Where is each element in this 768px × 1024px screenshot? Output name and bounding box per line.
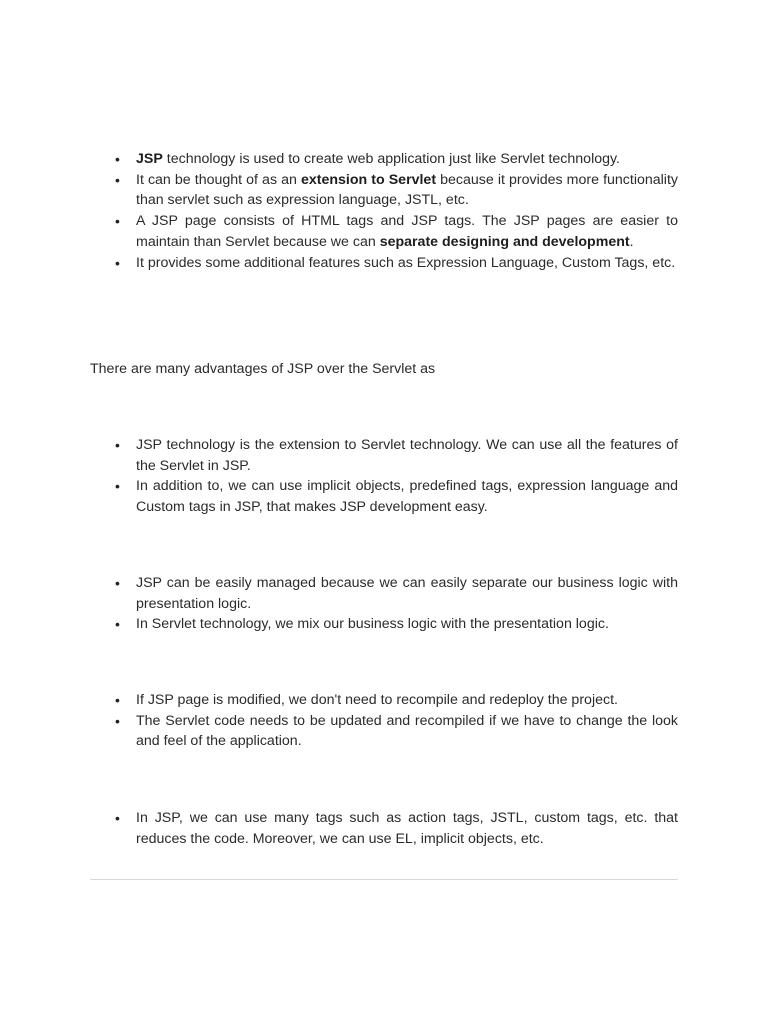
list-item-text: A JSP page consists of HTML tags and JSP tags. The JSP pages are easier to maintain than Servlet because we can [136,213,678,250]
horizontal-divider [90,879,678,880]
list-item-text: technology is used to create web application just like Servlet technology. [162,151,620,167]
list-item: • JSP technology is the extension to Servlet technology. We can use all the features of the Servlet in JSP. [90,435,678,476]
list-item: • In Servlet technology, we mix our business logic with the presentation logic. [90,614,678,635]
redeploy-list [90,690,678,752]
maintain-list [90,573,678,635]
bold-term: extension to Servlet [300,171,437,188]
list-item: • If JSP page is modified, we don't need to recompile and redeploy the project. [90,690,678,711]
list-item: • It provides some additional features such as Expression Language, Custom Tags, etc. [90,253,678,274]
bold-term: separate designing and development [379,233,630,250]
list-item: • The Servlet code needs to be updated and recompiled if we have to change the look and feel of the application. [90,711,678,752]
list-item: • JSP can be easily managed because we can easily separate our business logic with presentation logic. [90,573,678,614]
list-item [90,149,678,170]
list-item-text: . [629,233,634,250]
extension-list [90,435,678,518]
less-code-list [90,808,678,849]
list-item [90,170,678,211]
list-item-text: because it provides more functionality than servlet such as expression language, JSTL, etc. [136,171,678,209]
document-page [90,0,678,1024]
list-item: • In addition to, we can use implicit objects, predefined tags, expression language and Custom tags in JSP, that makes JSP development easy. [90,476,678,517]
bold-term: JSP [136,151,163,167]
advantages-intro: There are many advantages of JSP over the Servlet as [90,361,436,377]
list-item-text: It can be thought of as an [136,171,301,188]
jsp-intro-list [90,149,678,273]
list-item [90,211,678,252]
list-item: • In JSP, we can use many tags such as action tags, JSTL, custom tags, etc. that reduces the code. Moreover, we can use EL, implicit objects, etc. [90,808,678,849]
